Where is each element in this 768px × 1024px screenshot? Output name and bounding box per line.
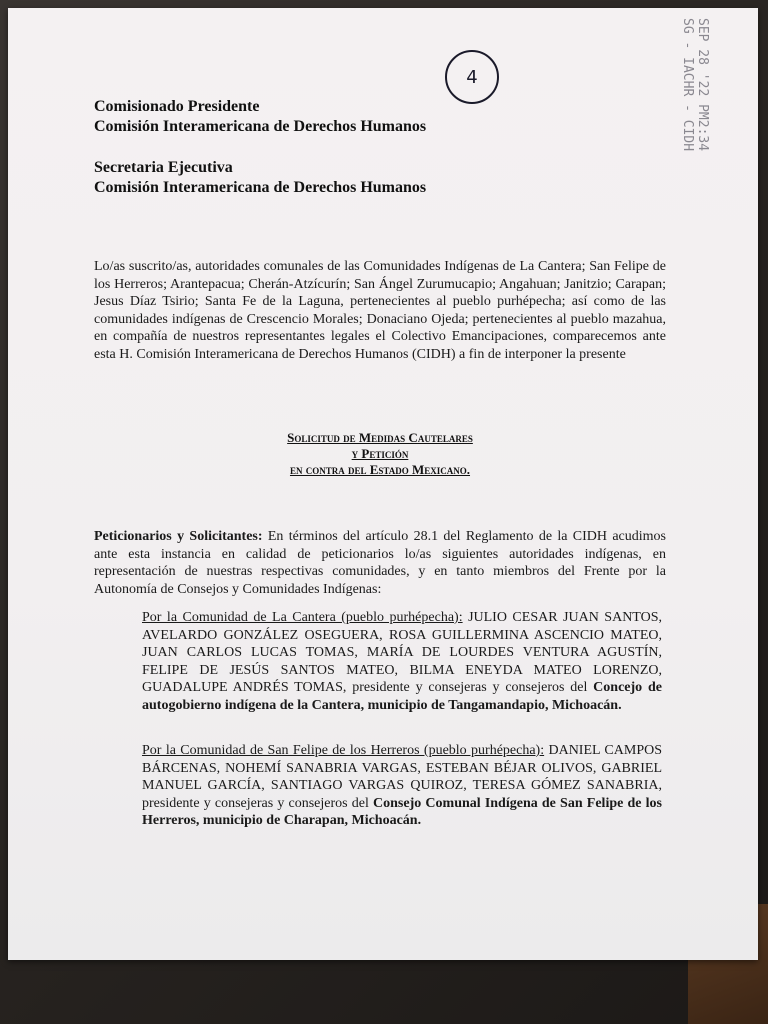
community-label: Por la Comunidad de San Felipe de los Herreros (pueblo purhépecha): (142, 743, 545, 758)
title-line-2: y Petición (351, 446, 409, 461)
community-label: Por la Comunidad de La Cantera (pueblo purhépecha): (142, 610, 463, 625)
petitioners-paragraph (94, 528, 666, 598)
community-paragraph-san-felipe (142, 742, 662, 830)
stamp-line-office: SG - IACHR - CIDH (680, 18, 695, 152)
petitioners-heading: Peticionarios y Solicitantes: (94, 529, 263, 544)
recipient-institution: Comisión Interamericana de Derechos Humanos (94, 179, 427, 196)
community-names: DANIEL CAMPOS BÁRCENAS, NOHEMÍ SANABRIA VARGAS, ESTEBAN BÉJAR OLIVOS, GABRIEL MANUEL GARCÍA, SANTIAGO VARGAS QUIROZ, TERESA GÓMEZ SANABRIA, presidente y consejeras y consejeros del (142, 743, 662, 811)
document-title (94, 430, 666, 478)
petitioners-text: En términos del artículo 28.1 del Reglamento de la CIDH acudimos ante esta instancia en calidad de peticionarios lo/as siguientes autoridades indígenas, en representación de nuestras respectivas comunidades, y en tanto miembros del Frente por la Autonomía de Consejos y Comunidades Indígenas: (94, 529, 666, 597)
community-names: JULIO CESAR JUAN SANTOS, AVELARDO GONZÁLEZ OSEGUERA, ROSA GUILLERMINA ASCENCIO MATEO, JUAN CARLOS LUCAS TOMAS, MARÍA DE LOURDES VENTURA AGUSTÍN, FELIPE DE JESÚS SANTOS MATEO, BILMA ENEYDA MATEO LORENZO, GUADALUPE ANDRÉS TOMAS, presidente y consejeras y consejeros del (142, 610, 662, 695)
intro-paragraph: Lo/as suscrito/as, autoridades comunales de las Comunidades Indígenas de La Cantera; San Felipe de los Herreros; Arantepacua; Cherán-Atzícurín; San Ángel Zurumucapio; Angahuan; Janitzio; Carapan; Jesus Díaz Tsirio; Santa Fe de la Laguna, pertenecientes al pueblo purhépecha; así como de las comunidades indígenas de Crescencio Morales; Donaciano Ojeda; pertenecientes al pueblo mazahua, en compañía de nuestros representantes legales el Colectivo Emancipaciones, comparecemos ante esta H. Comisión Interamericana de Derechos Humanos (CIDH) a fin de interponer la presente (94, 259, 666, 362)
received-stamp (680, 18, 710, 152)
community-paragraph-la-cantera (142, 609, 662, 714)
recipient-block-2 (94, 158, 426, 198)
page-number-circle (445, 50, 499, 104)
recipient-title: Secretaria Ejecutiva (94, 159, 233, 176)
recipient-institution: Comisión Interamericana de Derechos Humanos (94, 118, 427, 135)
title-line-1: Solicitud de Medidas Cautelares (287, 430, 473, 445)
recipient-title: Comisionado Presidente (94, 98, 260, 115)
stamp-line-date: SEP 28 '22 PM2:34 (695, 18, 710, 152)
council-name: Consejo Comunal Indígena de San Felipe de los Herreros, municipio de Charapan, Michoacán. (142, 795, 663, 828)
recipient-block-1 (94, 97, 426, 137)
council-name: Concejo de autogobierno indígena de la Cantera, municipio de Tangamandapio, Michoacán. (142, 680, 662, 713)
page-number: 4 (466, 66, 478, 88)
title-line-3: en contra del Estado Mexicano. (289, 462, 471, 477)
